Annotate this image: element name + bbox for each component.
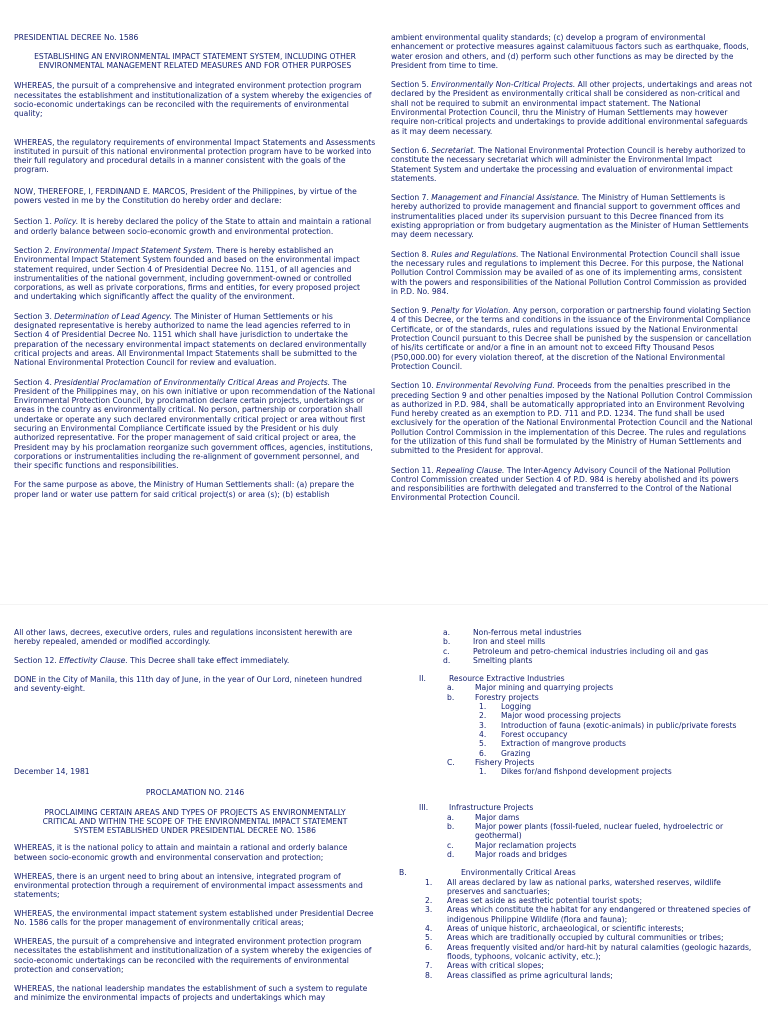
list-text: Major power plants (fossil-fueled, nuclear fueled, hydroelectric or geothermal) — [475, 822, 724, 841]
proc-whereas-3: WHEREAS, the environmental impact statement system established under Presidential Decree No. 1586 calls for the proper management of environmentally critical areas; — [14, 908, 374, 928]
list-text: Areas which constitute the habitat for any endangered or threatened species of indigenous Philippine Wildlife (flora and fauna); — [447, 905, 751, 924]
list-text: Petroleum and petro-chemical industries including oil and gas — [473, 646, 709, 656]
forestry-item — [479, 739, 753, 748]
list-marker: 7. — [425, 961, 433, 971]
list-marker: 2. — [425, 896, 433, 906]
heavy-industry-item — [443, 637, 753, 646]
list-marker: 2. — [479, 711, 487, 721]
now-therefore: NOW, THEREFORE, I, FERDINAND E. MARCOS, President of the Philippines, by virtue of the powers vested in me by the Constitution do hereby order and declare: — [14, 186, 357, 206]
page2-right-column — [391, 628, 753, 980]
list-text: Areas which are traditionally occupied by cultural communities or tribes; — [447, 933, 724, 943]
list-marker: b. — [447, 822, 455, 832]
forestry-item — [479, 702, 753, 711]
section-5: Section 5. Environmentally Non-Critical Projects. All other projects, undertakings and areas not declared by the President as environmentally critical shall be considered as non-critical and shall not be required to submit an environmental impact statement. The National Environmental Protection Council, thru the Ministry of Human Settlements may however require non-critical projects and undertakings to provide additional environmental safeguards as it may deem necessary. — [391, 80, 753, 136]
critical-area-item — [425, 905, 753, 924]
critical-area-item — [425, 878, 753, 897]
section-10: Section 10. Environmental Revolving Fund. Proceeds from the penalties prescribed in the preceding Section 9 and other penalties imposed by the National Pollution Control Commission as authorized in P.D. 984, shall be automatically appropriated into an Environment Revolving Fund hereby created as an exemption to P.D. 711 and P.D. 1234. The fund shall be used exclusively for the operation of the National Environmental Protection Council and the National Pollution Control Commission in the implementation of this Decree. The rules and regulations for the utilization of this fund shall be formulated by the Ministry of Human Settlements and submitted to the President for approval. — [391, 381, 753, 456]
list-text: Areas with critical slopes; — [447, 961, 544, 971]
list-marker: 8. — [425, 970, 433, 980]
heavy-industry-item — [443, 628, 753, 637]
list-marker: 4. — [425, 924, 433, 934]
section-11: Section 11. Repealing Clause. The Inter-Agency Advisory Council of the National Pollution Control Commission created under Section 4 of P.D. 984 is hereby abolished and its powers and responsibilities are forthwith delegated and transferred to the Control of the National Environmental Protection Council. — [391, 465, 739, 503]
section-6: Section 6. Secretariat. The National Environmental Protection Council is hereby authorized to constitute the necessary secretariat which will administer the Environmental Impact Statement System and undertake the processing and evaluation of environmental impact statements. — [391, 145, 746, 183]
list-text: Major dams — [475, 812, 520, 822]
infrastructure-item — [447, 850, 753, 859]
forestry-projects-list — [391, 702, 753, 758]
list-text: Iron and steel mills — [473, 637, 546, 647]
critical-area-item — [425, 896, 753, 905]
infrastructure-item — [447, 841, 753, 850]
critical-area-item — [425, 971, 753, 980]
infrastructure-item — [447, 813, 753, 822]
proc-whereas-1: WHEREAS, it is the national policy to attain and maintain a rational and orderly balance between socio-economic growth and environmental conservation and protection; — [14, 843, 348, 862]
section-3: Section 3. Determination of Lead Agency. The Minister of Human Settlements or his designated representative is hereby authorized to name the lead agencies referred to in Section 4 of Presidential Decree No. 1151 which shall have jurisdiction to undertake the preparation of the necessary environmental impact statements on declared environmentally critical projects and areas. All Environmental Impact Statements shall be submitted to the National Environmental Protection Council for review and evaluation. — [14, 311, 367, 368]
list-marker: a. — [447, 812, 455, 822]
list-text: Logging — [501, 702, 532, 712]
critical-area-item — [425, 943, 753, 962]
list-marker: d. — [443, 655, 451, 665]
category-ii-c-1: 1. Dikes for/and fishpond development projects — [479, 767, 672, 777]
whereas-1: WHEREAS, the pursuit of a comprehensive and integrated environment protection program necessitates the establishment and institutionalization of a system whereby the exigencies of socio-economic undertakings can be reconciled with the requirements of environmental quality; — [14, 81, 372, 119]
list-marker: c. — [447, 840, 454, 850]
list-text: Major reclamation projects — [475, 840, 577, 850]
section-7: Section 7. Management and Financial Assistance. The Ministry of Human Settlements is hereby authorized to provide management and financial support to government offices and instrumentalities placed under its supervision pursuant to this Decree financed from its existing appropriation or from budgetary augmentation as the Minister of Human Settlements may deem necessary. — [391, 193, 749, 240]
list-text: Extraction of mangrove products — [501, 739, 626, 749]
category-ii-b: b. Forestry projects — [447, 692, 539, 702]
list-text: Areas of unique historic, archaeological, or scientific interests; — [447, 924, 684, 934]
page1-left-column — [14, 33, 376, 509]
category-iii: III. Infrastructure Projects — [419, 803, 534, 813]
category-b: B. Environmentally Critical Areas — [399, 868, 576, 878]
list-text: Major roads and bridges — [475, 849, 567, 859]
page2-left-column — [14, 628, 376, 1012]
critical-area-item — [425, 933, 753, 942]
proclamation-date: December 14, 1981 — [14, 766, 90, 776]
section-2: Section 2. Environmental Impact Statement System. There is hereby established an Environmental Impact Statement System founded and based on the environmental impact statement required, under Section 4 of Presidential Decree No. 1151, of all agencies and instrumentalities of the national government, including government-owned or controlled corporations, as well as private corporations, firms and entities, for every proposed project and undertaking which significantly affect the quality of the environment. — [14, 245, 361, 302]
list-text: Grazing — [501, 748, 531, 758]
proclamation-number: PROCLAMATION NO. 2146 — [145, 788, 245, 798]
list-marker: 5. — [479, 739, 487, 749]
critical-areas-list — [391, 878, 753, 980]
list-text: Non-ferrous metal industries — [473, 628, 582, 637]
list-marker: c. — [443, 646, 450, 656]
list-marker: d. — [447, 849, 455, 859]
list-text: Areas frequently visited and/or hard-hit by natural calamities (geologic hazards, floods, typhoons, volcanic activity, etc.); — [447, 942, 752, 961]
forestry-item — [479, 711, 753, 720]
list-text: Forest occupancy — [501, 729, 568, 739]
forestry-item — [479, 730, 753, 739]
section-1: Section 1. Policy. It is hereby declared the policy of the State to attain and maintain a rational and orderly balance between socio-economic growth and environmental protection. — [14, 217, 372, 236]
decree-page-2 — [0, 612, 768, 1024]
for-same-purpose: For the same purpose as above, the Ministry of Human Settlements shall: (a) prepare the proper land or water use pattern for said critical project(s) or area (s); (b) establish — [14, 480, 355, 499]
decree-heading: ESTABLISHING AN ENVIRONMENTAL IMPACT STATEMENT SYSTEM, INCLUDING OTHER ENVIRONMENTAL MANAGEMENT RELATED MEASURES AND FOR OTHER PURPOSES — [34, 51, 356, 71]
forestry-item — [479, 749, 753, 758]
list-marker: 5. — [425, 933, 433, 943]
heavy-industry-item — [443, 647, 753, 656]
critical-area-item — [425, 924, 753, 933]
list-marker: b. — [443, 637, 451, 647]
infrastructure-item — [447, 822, 753, 841]
section-4-continued: ambient environmental quality standards; (c) develop a program of environmental enhancement or protective measures against calamituous factors such as earthquake, floods, water erosion and others, and (d) perform such other functions as may be directed by the President from time to time. — [391, 33, 749, 70]
repealing-laws: All other laws, decrees, executive orders, rules and regulations inconsistent herewith are hereby repealed, amended or modified accordingly. — [14, 628, 353, 647]
page1-right-column — [391, 33, 753, 513]
list-marker: 6. — [425, 942, 433, 952]
decree-title: PRESIDENTIAL DECREE No. 1586 — [14, 33, 139, 42]
critical-area-item — [425, 961, 753, 970]
list-text: Major wood processing projects — [501, 711, 621, 721]
list-marker: 4. — [479, 729, 487, 739]
category-ii: II. Resource Extractive Industries — [419, 674, 565, 684]
list-marker: 3. — [479, 720, 487, 730]
category-ii-c: C. Fishery Projects — [447, 757, 535, 767]
list-text: Areas set aside as aesthetic potential tourist spots; — [447, 896, 643, 906]
proclamation-heading: PROCLAIMING CERTAIN AREAS AND TYPES OF PROJECTS AS ENVIRONMENTALLY CRITICAL AND WITHIN THE SCOPE OF THE ENVIRONMENTAL IMPACT STATEMENT SYSTEM ESTABLISHED UNDER PRESIDENTIAL DECREE NO. 1586 — [42, 807, 348, 836]
page-divider — [0, 604, 768, 605]
list-marker: 1. — [425, 877, 433, 887]
heavy-industry-item — [443, 656, 753, 665]
section-12: Section 12. Effectivity Clause. This Decree shall take effect immediately. — [14, 656, 290, 666]
list-text: Smelting plants — [473, 655, 533, 665]
whereas-2: WHEREAS, the regulatory requirements of environmental Impact Statements and Assessments instituted in pursuit of this national environmental protection program have to be worked into their full regulatory and procedural details in a manner consistent with the goals of the program. — [14, 137, 376, 175]
category-ii-a: a. Major mining and quarrying projects — [447, 683, 614, 693]
list-text: All areas declared by law as national parks, watershed reserves, wildlife preserves and sanctuaries; — [447, 877, 721, 896]
proc-whereas-5: WHEREAS, the national leadership mandates the establishment of such a system to regulate and minimize the environmental impacts of projects and undertakings which may — [14, 983, 368, 1003]
list-text: Introduction of fauna (exotic-animals) in public/private forests — [501, 720, 737, 730]
list-marker: 6. — [479, 748, 487, 758]
list-text: Areas classified as prime agricultural lands; — [447, 970, 613, 980]
section-9: Section 9. Penalty for Violation. Any person, corporation or partnership found violating Section 4 of this Decree, or the terms and conditions in the issuance of the Environmental Compliance Certificate, or of the standards, rules and regulations issued by the National Environmental Protection Council pursuant to this Decree shall be punished by the suspension or cancellation of his/its certificate or and/or a fine in an amount not to exceed Fifty Thousand Pesos (P50,000.00) for every violation thereof, at the discretion of the National Environmental Protection Council. — [391, 306, 752, 371]
list-marker: 3. — [425, 905, 433, 915]
infrastructure-list — [391, 813, 753, 859]
proc-whereas-2: WHEREAS, there is an urgent need to bring about an intensive, integrated program of environmental protection through a requirement of environmental impact assessments and statements; — [14, 871, 363, 900]
forestry-item — [479, 721, 753, 730]
proc-whereas-4: WHEREAS, the pursuit of a comprehensive and integrated environment protection program necessitates the establishment and institutionalization of a system whereby the exigencies of socio-economic undertakings can be reconciled with the requirements of environmental protection and conservation; — [14, 937, 372, 974]
done-in-manila: DONE in the City of Manila, this 11th day of June, in the year of Our Lord, nineteen hundred and seventy-eight. — [14, 674, 362, 694]
list-marker: 1. — [479, 702, 487, 712]
heavy-industries-list — [391, 628, 753, 665]
section-4: Section 4. Presidential Proclamation of Environmentally Critical Areas and Projects. The President of the Philippines may, on his own initiative or upon recommendation of the National Environmental Protection Council, by proclamation declare certain projects, undertakings or areas in the country as environmentally critical. No person, partnership or corporation shall undertake or operate any such declared environmentally critical project or area without first securing an Environmental Compliance Certificate issued by the President or his duly authorized representative. For the proper management of said critical project or area, the President may by his proclamation reorganize such government offices, agencies, institutions, corporations or instrumentalities including the re-alignment of government personnel, and their specific functions and responsibilities. — [14, 377, 375, 471]
section-8: Section 8. Rules and Regulations. The National Environmental Protection Council shall issue the necessary rules and regulations to implement this Decree. For this purpose, the National Pollution Control Commission may be availed of as one of its implementing arms, consistent with the powers and responsibilities of the National Pollution Control Commission as provided in P.D. No. 984. — [391, 249, 747, 296]
list-marker: a. — [443, 628, 451, 637]
